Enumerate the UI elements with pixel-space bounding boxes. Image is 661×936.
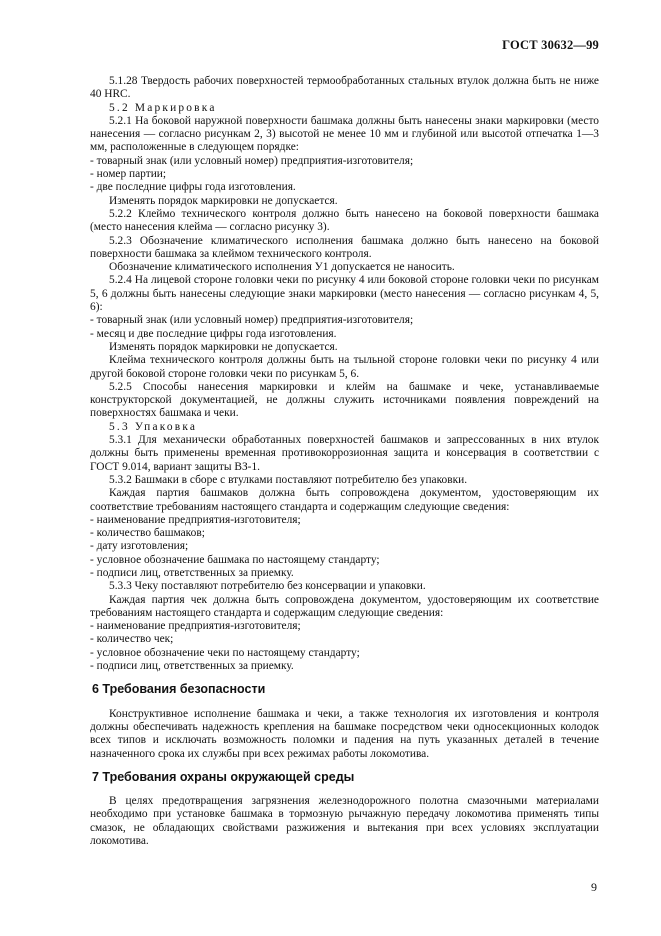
list-item: - подписи лиц, ответственных за приемку. — [90, 566, 294, 579]
paragraph: 5.2.4 На лицевой стороне головки чеки по рисунку 4 или боковой стороне головки чеки по рисункам 5, 6 должны быть нанесены следующие знаки маркировки (место нанесения — согласно рисункам 4, 5, 6): — [90, 274, 599, 314]
paragraph: Конструктивное исполнение башмака и чеки, а также технология их изготовления и контроля должны обеспечивать надежность крепления на башмаке посредством чеки односекционных колодок всех типов и исключать возможность поломки и падения на путь указанных деталей в течение назначенного срока их службы при всех режимах работы локомотива. — [90, 707, 599, 760]
list-item: - дату изготовления; — [90, 540, 189, 553]
paragraph: 5.2.1 На боковой наружной поверхности башмака должны быть нанесены знаки маркировки (место нанесения — согласно рисункам 2, 3) высотой не менее 10 мм и глубиной или высотой отпечатка 1—3 мм, расположенные в следующем порядке: — [90, 114, 599, 154]
page-number: 9 — [591, 880, 597, 894]
list-item: - условное обозначение чеки по настоящему стандарту; — [90, 646, 360, 659]
standard-header: ГОСТ 30632—99 — [502, 38, 599, 52]
section-heading: 6 Требования безопасности — [92, 682, 266, 697]
paragraph: Каждая партия башмаков должна быть сопровождена документом, удостоверяющим их соответствие требованиям настоящего стандарта и содержащим следующие сведения: — [90, 487, 599, 513]
paragraph: 5.3.3 Чеку поставляют потребителю без консервации и упаковки. — [109, 580, 426, 593]
paragraph: Изменять порядок маркировки не допускается. — [109, 340, 338, 353]
paragraph: 5.2 Маркировка — [109, 101, 217, 114]
list-item: - товарный знак (или условный номер) предприятия-изготовителя; — [90, 154, 414, 167]
list-item: - месяц и две последние цифры года изготовления. — [90, 327, 337, 340]
paragraph: 5.2.5 Способы нанесения маркировки и клейм на башмаке и чеке, устанавливаемые конструкторской документацией, не должны служить источниками появления повреждений на поверхностях башмака и чеки. — [90, 380, 599, 420]
list-item: - условное обозначение башмака по настоящему стандарту; — [90, 553, 380, 566]
list-item: - две последние цифры года изготовления. — [90, 181, 296, 194]
section-heading: 7 Требования охраны окружающей среды — [92, 769, 355, 784]
list-item: - подписи лиц, ответственных за приемку. — [90, 660, 294, 673]
paragraph: 5.3.2 Башмаки в сборе с втулками поставляют потребителю без упаковки. — [109, 473, 468, 486]
paragraph: 5.3 Упаковка — [109, 420, 198, 433]
paragraph: Клейма технического контроля должны быть на тыльной стороне головки чеки по рисунку 4 или другой боковой стороне головки чеки по рисункам 5, 6. — [90, 354, 599, 380]
list-item: - наименование предприятия-изготовителя; — [90, 620, 301, 633]
list-item: - наименование предприятия-изготовителя; — [90, 513, 301, 526]
paragraph: В целях предотвращения загрязнения железнодорожного полотна смазочными материалами необходимо при установке башмака в тормозную рычажную передачу локомотива применять типы смазок, не обладающих свойствами разжижения и вытекания при всех условиях эксплуатации локомотива. — [90, 795, 599, 848]
paragraph: Каждая партия чек должна быть сопровождена документом, удостоверяющим их соответствие требованиям настоящего стандарта и содержащим следующие сведения: — [90, 593, 599, 619]
paragraph: 5.2.3 Обозначение климатического исполнения башмака должно быть нанесено на боковой поверхности башмака за клеймом технического контроля. — [90, 234, 599, 260]
list-item: - количество чек; — [90, 633, 174, 646]
paragraph: 5.2.2 Клеймо технического контроля должно быть нанесено на боковой поверхности башмака (место нанесения клейма — согласно рисунку 3). — [90, 207, 599, 234]
paragraph: Изменять порядок маркировки не допускается. — [109, 194, 338, 207]
paragraph: Обозначение климатического исполнения У1 допускается не наносить. — [109, 261, 455, 274]
list-item: - номер партии; — [90, 168, 167, 181]
document-body — [90, 75, 599, 848]
paragraph: 5.1.28 Твердость рабочих поверхностей термообработанных стальных втулок должна быть не ниже 40 HRC. — [90, 75, 599, 101]
paragraph: 5.3.1 Для механически обработанных поверхностей башмаков и запрессованных в них втулок должны быть применены временная противокоррозионная защита и консервация в соответствии с ГОСТ 9.014, вариант защиты ВЗ-1. — [90, 434, 599, 473]
list-item: - товарный знак (или условный номер) предприятия-изготовителя; — [90, 314, 414, 327]
list-item: - количество башмаков; — [90, 527, 205, 540]
